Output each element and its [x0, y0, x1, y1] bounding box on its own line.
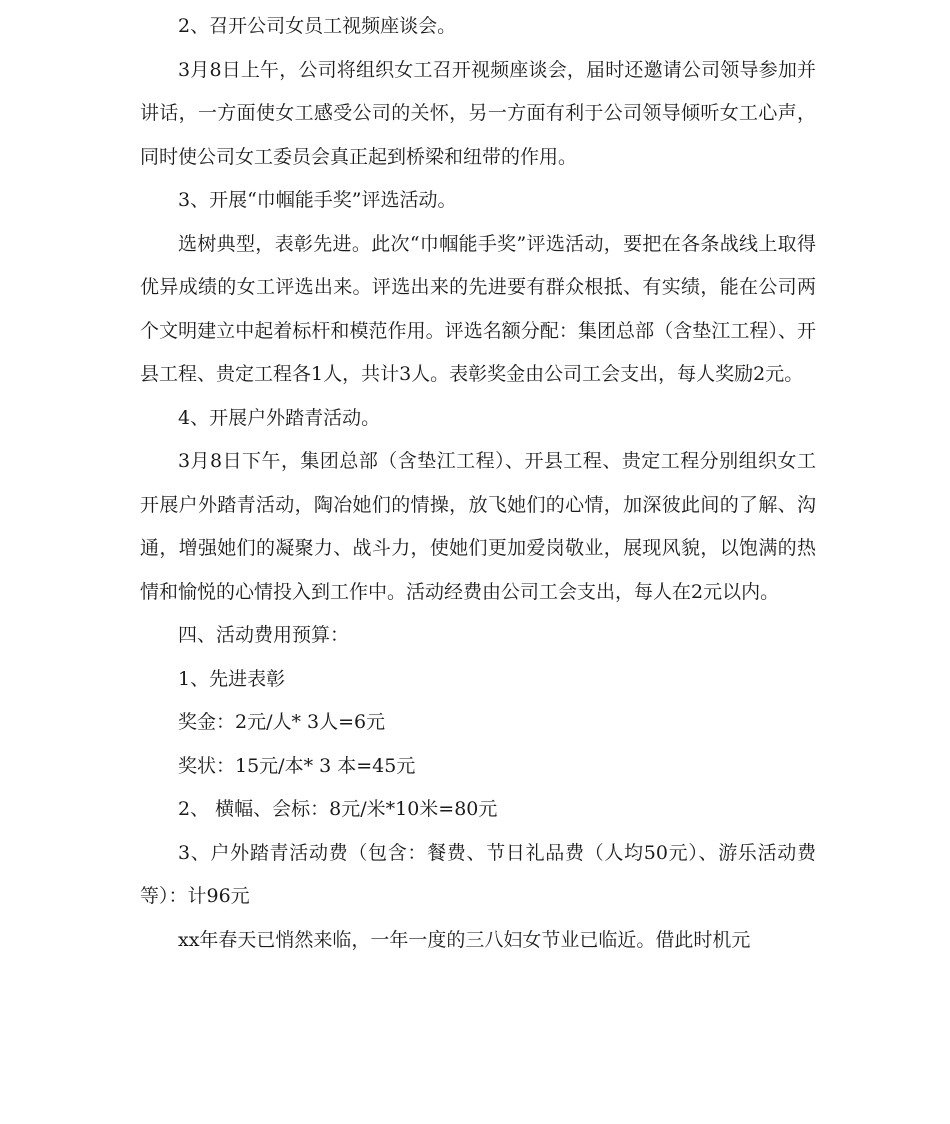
- budget-line-certificate: 奖状：15元/本* 3 本=45元: [178, 754, 416, 777]
- heading-outdoor-activity: 4、开展户外踏青活动。: [178, 406, 381, 429]
- budget-item-banner: 2、 横幅、会标：8元/米*10米=80元: [178, 798, 498, 820]
- heading-budget: 四、活动费用预算：: [178, 624, 350, 646]
- document-page: [140, 0, 816, 962]
- paragraph-outdoor-activity: 3月8日下午，集团总部（含垫江工程）、开县工程、贵定工程分别组织女工开展户外踏青活动，陶冶她们的情操，放飞她们的心情，加深彼此间的了解、沟通，增强她们的凝聚力、战斗力，使她们更加爱岗敬业，展现风貌，以饱满的热情和愉悦的心情投入到工作中。活动经费由公司工会支出，每人在2元以内。: [140, 450, 816, 603]
- budget-item-awards: 1、先进表彰: [178, 667, 286, 690]
- paragraph-award-selection: 选树典型，表彰先进。此次“巾帼能手奖”评选活动，要把在各条战线上取得优异成绩的女工评选出来。评选出来的先进要有群众根抵、有实绩，能在公司两个文明建立中起着标杆和模范作用。评选名额分配：集团总部（含垫江工程）、开县工程、贵定工程各1人，共计3人。表彰奖金由公司工会支出，每人奖励2元。: [140, 232, 816, 385]
- heading-award-selection: 3、开展“巾帼能手奖”评选活动。: [178, 189, 457, 211]
- budget-line-bonus: 奖金：2元/人* 3人=6元: [178, 711, 386, 733]
- budget-item-outdoor: 3、户外踏青活动费（包含：餐费、节日礼品费（人均50元）、游乐活动费等）：计96元: [140, 841, 816, 907]
- heading-video-meeting: 2、召开公司女员工视频座谈会。: [178, 15, 457, 37]
- paragraph-video-meeting: 3月8日上午，公司将组织女工召开视频座谈会，届时还邀请公司领导参加并讲话，一方面使女工感受公司的关怀，另一方面有利于公司领导倾听女工心声，同时使公司女工委员会真正起到桥梁和纽带的作用。: [140, 58, 816, 168]
- paragraph-closing: xx年春天已悄然来临，一年一度的三八妇女节业已临近。借此时机元: [178, 928, 751, 951]
